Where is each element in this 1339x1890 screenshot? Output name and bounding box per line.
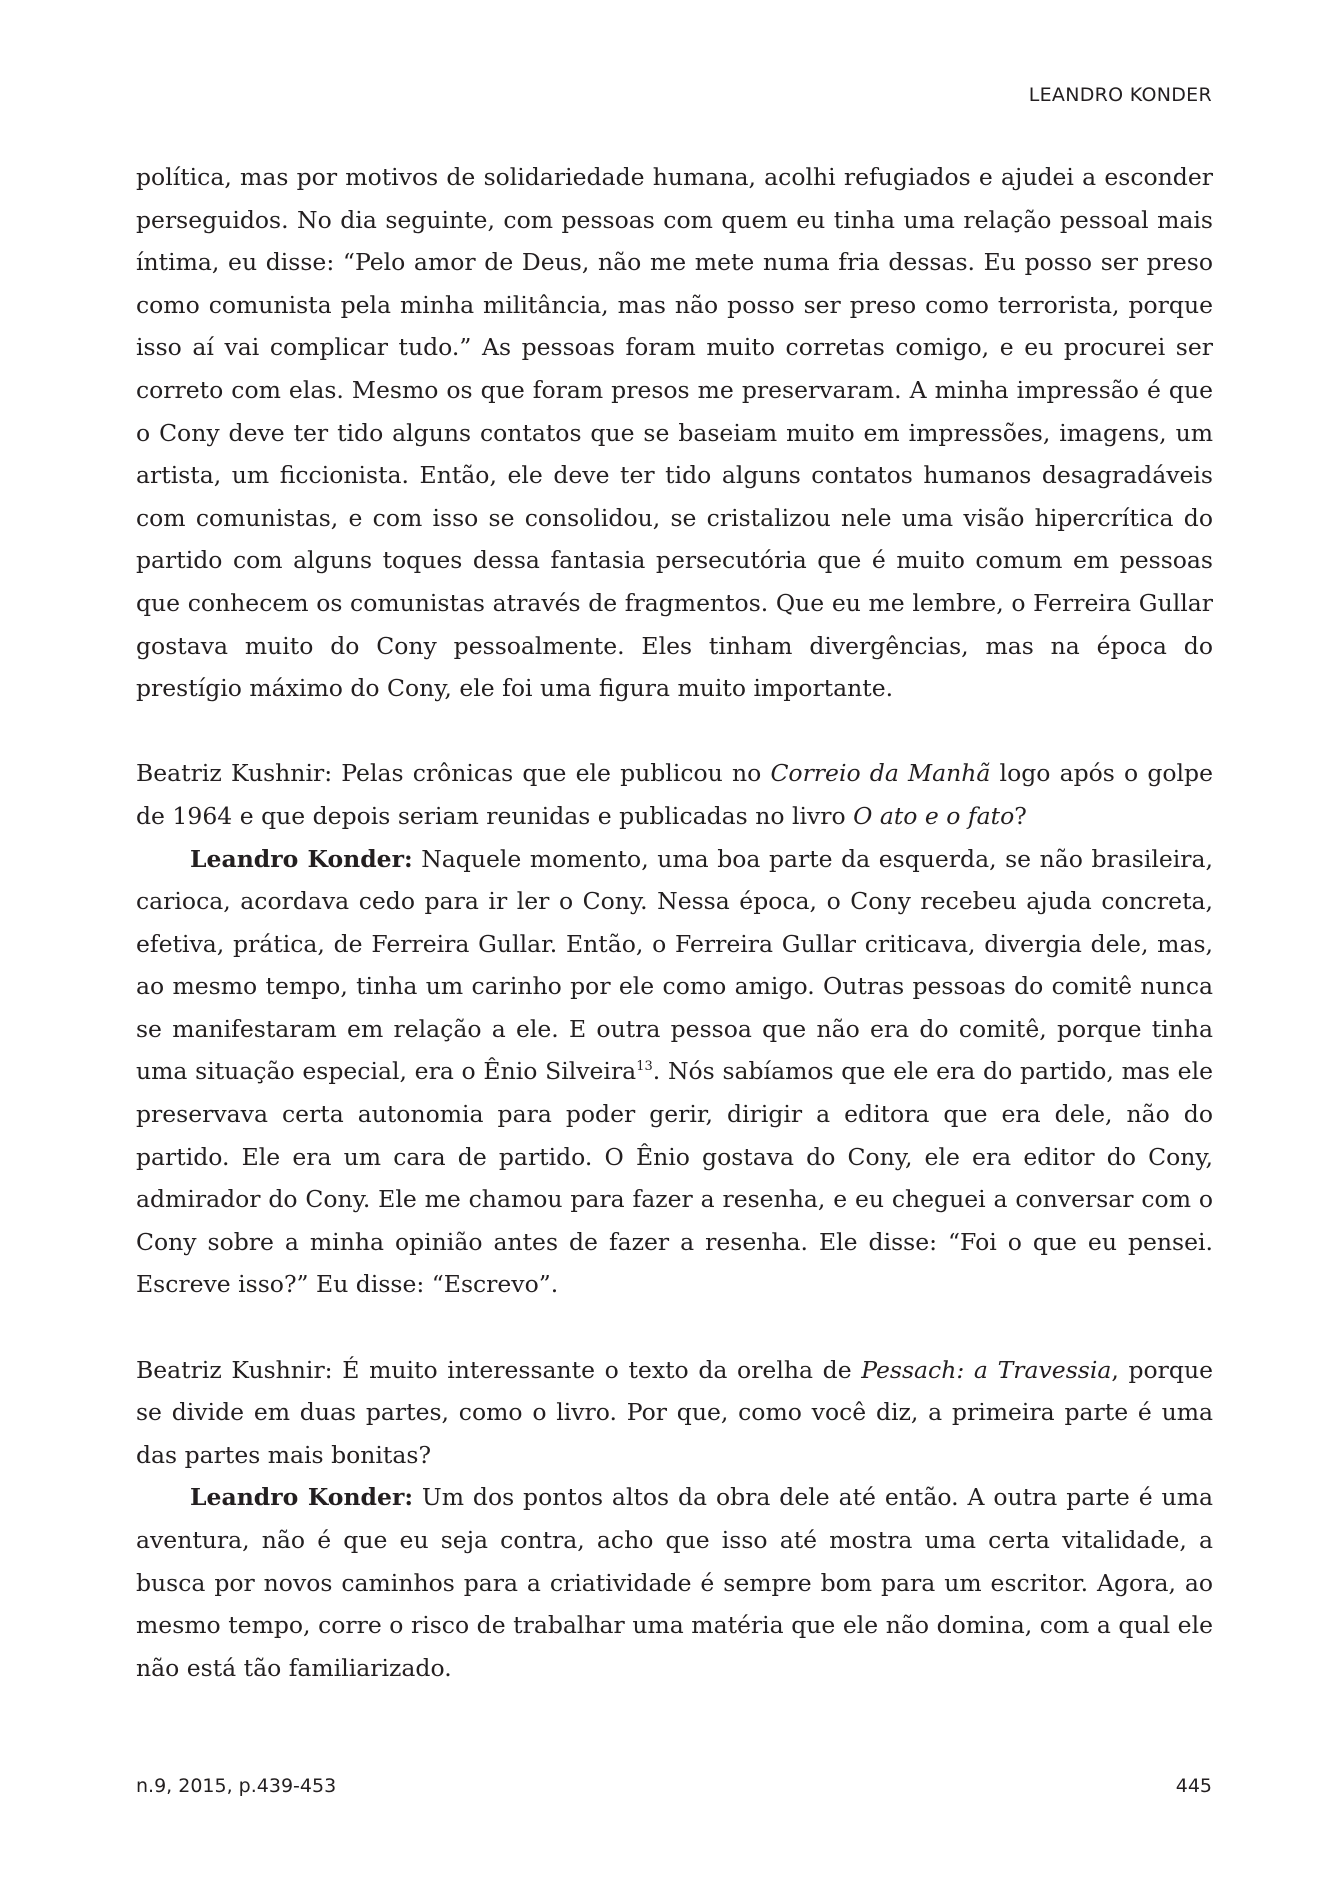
paragraph-continued: política, mas por motivos de solidariedade humana, acolhi refugiados e ajudei a esconder perseguidos. No dia seguinte, com pessoas com quem eu tinha uma relação pessoal mais íntima, eu disse: “Pelo amor de Deus, não me mete numa fria dessas. Eu posso ser preso como comunista pela minha militância, mas não posso ser preso como terrorista, porque isso aí vai complicar tudo.” As pessoas foram muito corretas comigo, e eu procurei ser correto com elas. Mesmo os que foram presos me preservaram. A minha impressão é que o Cony deve ter tido alguns contatos que se baseiam muito em impressões, imagens, um artista, um ficcionista. Então, ele deve ter tido alguns contatos humanos desagradáveis com comunistas, e com isso se consolidou, se cristalizou nele uma visão hipercrítica do partido com alguns toques dessa fantasia persecutória que é muito comum em pessoas que conhecem os comunistas através de fragmentos. Que eu me lembre, o Ferreira Gullar gostava muito do Cony pessoalmente. Eles tinham divergências, mas na época do prestígio máximo do Cony, ele foi uma figura muito importante. xyxy=(136,163,1213,703)
footer-citation: n.9, 2015, p.439-453 xyxy=(136,1775,337,1797)
question-paragraph-1 xyxy=(136,752,1213,837)
book-title: Pessach: a Travessia xyxy=(861,1355,1112,1384)
answer-text: Um dos pontos altos da obra dele até então. A outra parte é uma aventura, não é que eu seja contra, acho que isso até mostra uma certa vitalidade, a busca por novos caminhos para a criatividade é sempre bom para um escritor. Agora, ao mesmo tempo, corre o risco de trabalhar uma matéria que ele não domina, com a qual ele não está tão familiarizado. xyxy=(136,1483,1213,1682)
answer-paragraph-2 xyxy=(136,1476,1213,1689)
speaker-label: Leandro Konder: xyxy=(190,844,413,873)
body-text xyxy=(136,156,1213,1689)
question-text: logo após o golpe de 1964 e que depois seriam reunidas e publicadas no livro xyxy=(136,759,1214,830)
answer-paragraph-1 xyxy=(136,838,1213,1307)
page-number: 445 xyxy=(1175,1775,1212,1797)
speaker-label: Leandro Konder: xyxy=(190,1483,413,1512)
question-text: Beatriz Kushnir: Pelas crônicas que ele publicou no xyxy=(136,759,771,788)
answer-text: . Nós sabíamos que ele era do partido, mas ele preservava certa autonomia para poder gerir, dirigir a editora que era dele, não do partido. Ele era um cara de partido. O Ênio gostava do Cony, ele era editor do Cony, admirador do Cony. Ele me chamou para fazer a resenha, e eu cheguei a conversar com o Cony sobre a minha opinião antes de fazer a resenha. Ele disse: “Foi o que eu pensei. Escreve isso?” Eu disse: “Escrevo”. xyxy=(136,1057,1214,1299)
running-header: LEANDRO KONDER xyxy=(1028,84,1212,106)
newspaper-title: Correio da Manhã xyxy=(770,759,991,788)
question-text: , porque se divide em duas partes, como o livro. Por que, como você diz, a primeira parte é uma das partes mais bonitas? xyxy=(136,1355,1213,1469)
question-paragraph-2 xyxy=(136,1349,1213,1477)
question-text: Beatriz Kushnir: É muito interessante o texto da orelha de xyxy=(136,1355,862,1384)
footnote-marker[interactable]: 13 xyxy=(636,1059,653,1075)
answer-text: Naquele momento, uma boa parte da esquerda, se não brasileira, carioca, acordava cedo para ir ler o Cony. Nessa época, o Cony recebeu ajuda concreta, efetiva, prática, de Ferreira Gullar. Então, o Ferreira Gullar criticava, divergia dele, mas, ao mesmo tempo, tinha um carinho por ele como amigo. Outras pessoas do comitê nunca se manifestaram em relação a ele. E outra pessoa que não era do comitê, porque tinha uma situação especial, era o Ênio Silveira xyxy=(136,844,1213,1086)
book-title: O ato e o fato xyxy=(853,801,1015,830)
question-text: ? xyxy=(1014,801,1027,830)
